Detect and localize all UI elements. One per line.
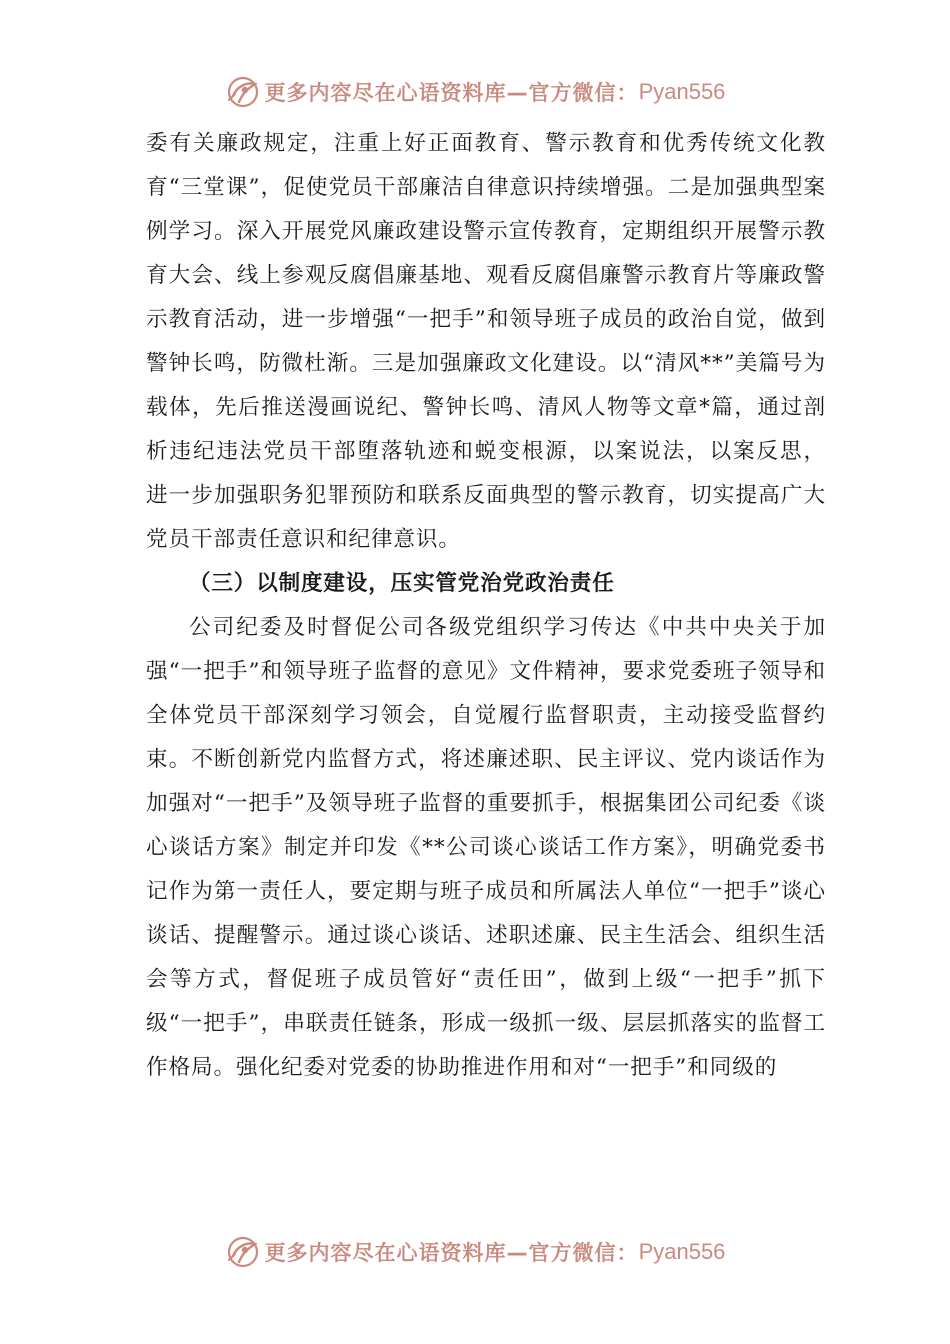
section-heading: （三）以制度建设，压实管党治党政治责任 xyxy=(189,571,615,596)
paragraph-section-three: 公司纪委及时督促公司各级党组织学习传达《中共中央关于加强“一把手”和领导班子监督的意见》文件精神，要求党委班子领导和全体党员干部深刻学习领会，自觉履行监督职责，主动接受监督约束。不断创新党内监督方式，将述廉述职、民主评议、党内谈话作为加强对“一把手”及领导班子监督的重要抓手，根据集团公司纪委《谈心谈话方案》制定并印发《**公司谈心谈话工作方案》，明确党委书记作为第一责任人，要定期与班子成员和所属法人单位“一把手”谈心谈话、提醒警示。通过谈心谈话、述职述廉、民主生活会、组织生活会等方式，督促班子成员管好“责任田”，做到上级“一把手”抓下级“一把手”，串联责任链条，形成一级抓一级、层层抓落实的监督工作格局。强化纪委对党委的协助推进作用和对“一把手”和同级的 xyxy=(146,615,826,1080)
watermark-text: 更多内容尽在心语资料库—官方微信： xyxy=(264,81,639,105)
paragraph-continued: 委有关廉政规定，注重上好正面教育、警示教育和优秀传统文化教育“三堂课”，促使党员干部廉洁自律意识持续增强。二是加强典型案例学习。深入开展党风廉政建设警示宣传教育，定期组织开展警示教育大会、线上参观反腐倡廉基地、观看反腐倡廉警示教育片等廉政警示教育活动，进一步增强“一把手”和领导班子成员的政治自觉，做到警钟长鸣，防微杜渐。三是加强廉政文化建设。以“清风**”美篇号为载体，先后推送漫画说纪、警钟长鸣、清风人物等文章*篇，通过剖析违纪违法党员干部堕落轨迹和蜕变根源，以案说法，以案反思， 进一步加强职务犯罪预防和联系反面典型的警示教育，切实提高广大党员干部责任意识和纪律意识。 xyxy=(146,131,826,552)
document-body xyxy=(146,122,826,1090)
watermark-text: 更多内容尽在心语资料库—官方微信： xyxy=(264,1241,639,1265)
footer-watermark xyxy=(0,1232,950,1272)
header-watermark xyxy=(0,72,950,112)
watermark-handle: Pyan556 xyxy=(638,1239,726,1264)
watermark-logo-icon xyxy=(225,1234,261,1270)
watermark-logo-icon xyxy=(225,74,261,110)
watermark-handle: Pyan556 xyxy=(638,79,726,104)
